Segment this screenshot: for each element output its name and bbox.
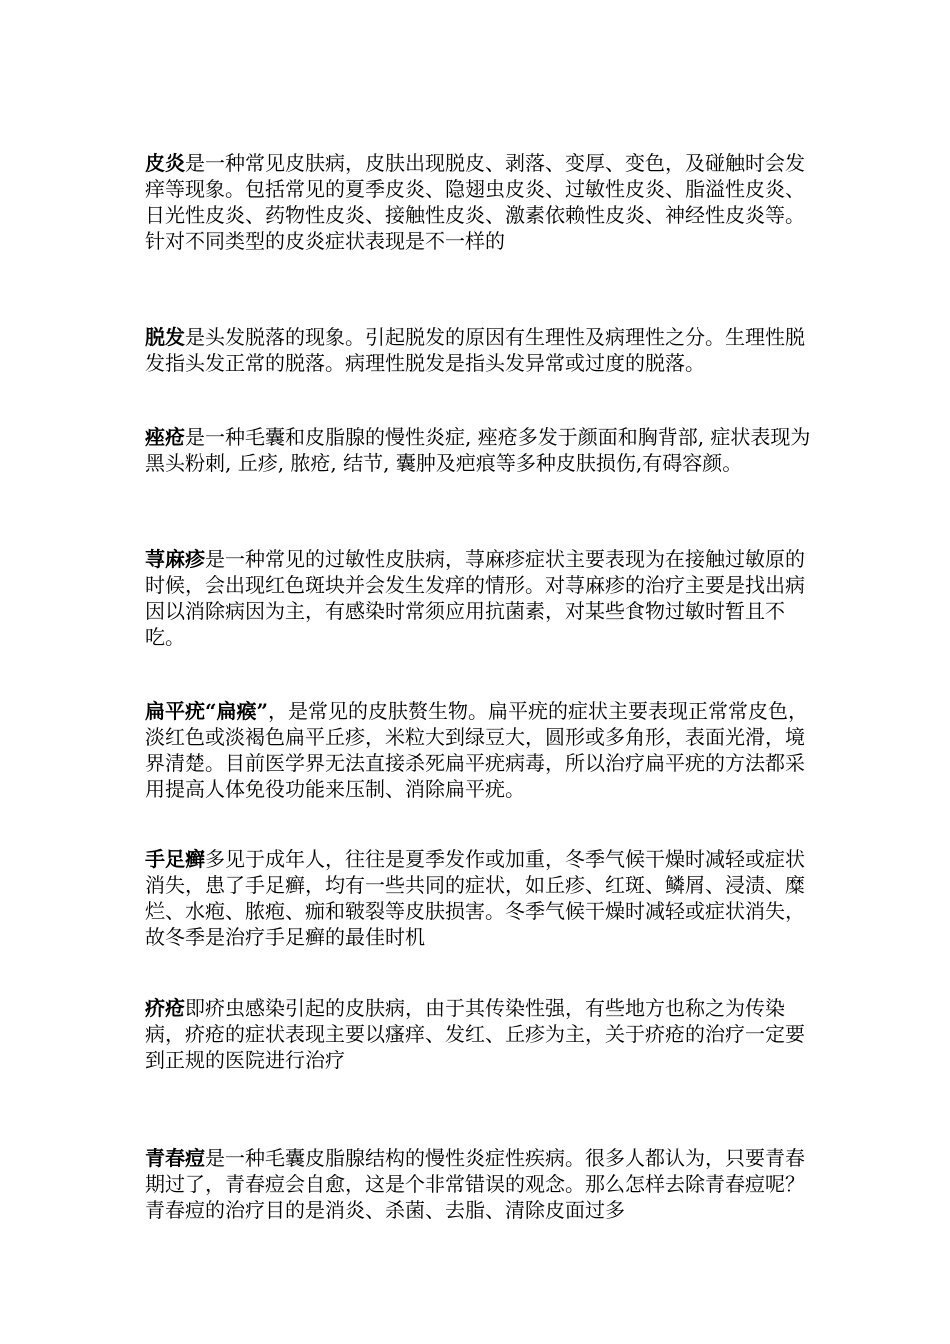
entry-term: 脱发 (145, 325, 185, 349)
entry-tinea (145, 846, 817, 950)
entry-term: 荨麻疹 (145, 547, 205, 571)
entry-pimples (145, 1145, 817, 1223)
entry-term: 痤疮 (145, 425, 185, 449)
entry-text: 是一种毛囊和皮脂腺的慢性炎症, 痤疮多发于颜面和胸背部, 症状表现为黑头粉刺, 丘疹, 脓疮, 结节, 囊肿及疤痕等多种皮肤损伤,有碍容颜。 (145, 425, 811, 475)
entry-urticaria (145, 546, 817, 650)
entry-term: 手足癣 (145, 847, 205, 871)
entry-text: 即疥虫感染引起的皮肤病，由于其传染性强，有些地方也称之为传染病，疥疮的症状表现主要以瘙痒、发红、丘疹为主，关于疥疮的治疗一定要到正规的医院进行治疗 (145, 996, 805, 1072)
entry-term: 青春痘 (145, 1146, 205, 1170)
entry-text: 是一种常见的过敏性皮肤病，荨麻疹症状主要表现为在接触过敏原的时候，会出现红色斑块并会发生发痒的情形。对荨麻疹的治疗主要是找出病因以消除病因为主，有感染时常须应用抗菌素，对某些食物过敏时暂且不吃。 (145, 547, 805, 649)
entry-text: 是头发脱落的现象。引起脱发的原因有生理性及病理性之分。生理性脱发指头发正常的脱落。病理性脱发是指头发异常或过度的脱落。 (145, 325, 805, 375)
entry-text: 是一种常见皮肤病，皮肤出现脱皮、剥落、变厚、变色，及碰触时会发痒等现象。包括常见的夏季皮炎、隐翅虫皮炎、过敏性皮炎、脂溢性皮炎、日光性皮炎、药物性皮炎、接触性皮炎、激素依赖性皮炎、神经性皮炎等。针对不同类型的皮炎症状表现是不一样的 (145, 151, 805, 253)
entry-hair-loss (145, 324, 817, 376)
entry-term: 皮炎 (145, 151, 185, 175)
entry-flat-wart (145, 698, 817, 802)
entry-text: 多见于成年人，往往是夏季发作或加重，冬季气候干燥时减轻或症状消失，患了手足癣，均有一些共同的症状，如丘疹、红斑、鳞屑、浸渍、糜烂、水疱、脓疱、痂和皲裂等皮肤损害。冬季气候干燥时减轻或症状消失，故冬季是治疗手足癣的最佳时机 (145, 847, 805, 949)
entry-term: 扁平疣“扁瘊” (145, 699, 269, 723)
entry-dermatitis (145, 150, 817, 254)
entry-text: ，是常见的皮肤赘生物。扁平疣的症状主要表现正常常皮色，淡红色或淡褐色扁平丘疹，米粒大到绿豆大，圆形或多角形，表面光滑，境界清楚。目前医学界无法直接杀死扁平疣病毒，所以治疗扁平疣的方法都采用提高人体免役功能来压制、消除扁平疣。 (145, 699, 809, 801)
entry-scabies (145, 995, 817, 1073)
entry-acne (145, 424, 817, 476)
entry-term: 疥疮 (145, 996, 185, 1020)
entry-text: 是一种毛囊皮脂腺结构的慢性炎症性疾病。很多人都认为，只要青春期过了，青春痘会自愈，这是个非常错误的观念。那么怎样去除青春痘呢？青春痘的治疗目的是消炎、杀菌、去脂、清除皮面过多 (145, 1146, 805, 1222)
